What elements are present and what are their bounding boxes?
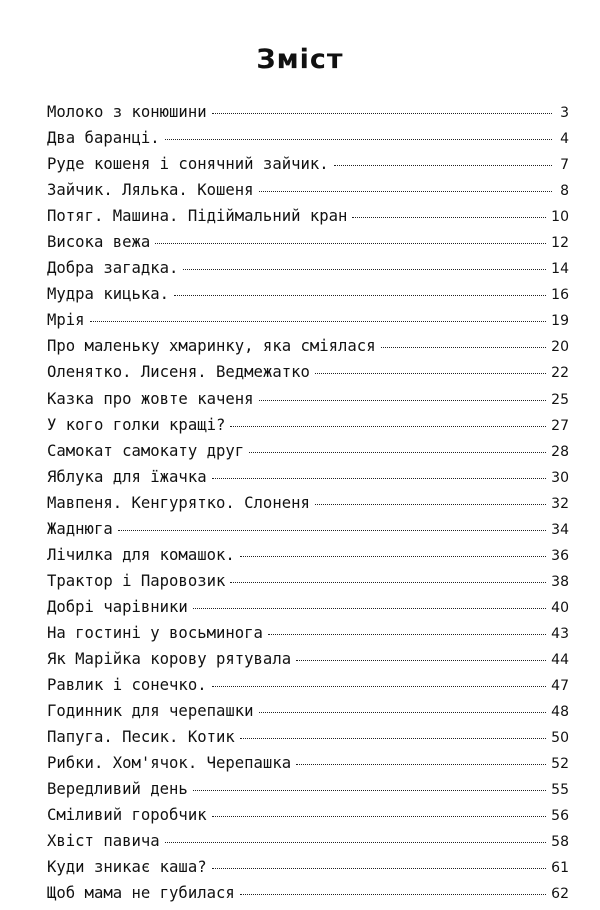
toc-entry-page-number: 36 bbox=[551, 547, 569, 564]
dot-leader bbox=[259, 400, 547, 401]
toc-entry-title: Жаднюга bbox=[47, 519, 113, 538]
dot-leader bbox=[240, 738, 546, 739]
toc-entry-page-number: 7 bbox=[560, 157, 569, 174]
toc-entry bbox=[47, 337, 569, 363]
toc-entry-page-number: 44 bbox=[551, 651, 569, 668]
toc-entry-title: У кого голки кращі? bbox=[47, 415, 226, 434]
toc-entry bbox=[47, 494, 569, 520]
toc-entry-title: Годинник для черепашки bbox=[47, 702, 254, 721]
dot-leader bbox=[381, 347, 547, 348]
toc-entry-title: Мудра кицька. bbox=[47, 285, 170, 304]
dot-leader bbox=[315, 504, 546, 505]
toc-entry bbox=[47, 884, 569, 910]
toc-entry-title: Мрія bbox=[47, 311, 85, 330]
dot-leader bbox=[240, 556, 546, 557]
toc-entry bbox=[47, 207, 569, 233]
toc-entry-title: Молоко з конюшини bbox=[47, 103, 207, 121]
toc-entry bbox=[47, 233, 569, 259]
toc-entry bbox=[47, 572, 569, 598]
dot-leader bbox=[118, 530, 546, 531]
toc-entry-title: Рибки. Хом'ячок. Черепашка bbox=[47, 754, 292, 773]
toc-entry-title: Трактор і Паровозик bbox=[47, 571, 226, 590]
toc-entry bbox=[47, 468, 569, 494]
dot-leader bbox=[259, 191, 552, 192]
toc-entry bbox=[47, 311, 569, 337]
toc-entry-title: Мавпеня. Кенгурятко. Слоненя bbox=[47, 493, 310, 512]
toc-entry-page-number: 28 bbox=[551, 443, 569, 460]
toc-entry-page-number: 38 bbox=[551, 573, 569, 590]
toc-entry-title: Добра загадка. bbox=[47, 259, 179, 278]
toc-entry-title: Руде кошеня і сонячний зайчик. bbox=[47, 155, 329, 174]
toc-entry-page-number: 56 bbox=[551, 808, 569, 825]
toc-entry-title: Оленятко. Лисеня. Ведмежатко bbox=[47, 363, 310, 382]
dot-leader bbox=[165, 139, 552, 140]
dot-leader bbox=[193, 790, 546, 791]
toc-entry-page-number: 3 bbox=[560, 105, 569, 121]
toc-entry-title: На гостині у восьминога bbox=[47, 623, 263, 642]
dot-leader bbox=[90, 321, 547, 322]
toc-entry-page-number: 12 bbox=[551, 235, 569, 252]
toc-entry-title: Висока вежа bbox=[47, 233, 151, 252]
toc-entry-title: Два баранці. bbox=[47, 129, 160, 148]
dot-leader bbox=[212, 868, 547, 869]
toc-entry bbox=[47, 181, 569, 207]
toc-entry bbox=[47, 598, 569, 624]
toc-entry-page-number: 10 bbox=[551, 209, 569, 226]
page-title: Зміст bbox=[256, 44, 344, 75]
toc-entry-title: Казка про жовте каченя bbox=[47, 389, 254, 408]
toc-entry-title: Самокат самокату друг bbox=[47, 441, 245, 460]
toc-entry-title: Папуга. Песик. Котик bbox=[47, 728, 235, 747]
toc-entry bbox=[47, 103, 569, 129]
toc-entry-page-number: 16 bbox=[551, 287, 569, 304]
toc-entry-page-number: 47 bbox=[551, 678, 569, 695]
toc-entry-page-number: 61 bbox=[551, 860, 569, 877]
dot-leader bbox=[155, 243, 546, 244]
dot-leader bbox=[230, 582, 546, 583]
dot-leader bbox=[334, 165, 552, 166]
toc-entry bbox=[47, 129, 569, 155]
dot-leader bbox=[165, 842, 547, 843]
dot-leader bbox=[212, 686, 547, 687]
toc-entry bbox=[47, 390, 569, 416]
dot-leader bbox=[174, 295, 546, 296]
toc-entry bbox=[47, 650, 569, 676]
toc-entry-title: Щоб мама не губилася bbox=[47, 884, 235, 903]
toc-entry-title: Хвіст павича bbox=[47, 832, 160, 851]
dot-leader bbox=[315, 373, 546, 374]
dot-leader bbox=[296, 660, 546, 661]
dot-leader bbox=[212, 816, 547, 817]
toc-entry bbox=[47, 259, 569, 285]
toc-entry-title: Як Марійка корову рятувала bbox=[47, 649, 292, 668]
toc-entry bbox=[47, 806, 569, 832]
toc-entry bbox=[47, 285, 569, 311]
toc-entry-page-number: 52 bbox=[551, 756, 569, 773]
toc-entry-page-number: 32 bbox=[551, 495, 569, 512]
dot-leader bbox=[230, 426, 546, 427]
dot-leader bbox=[240, 894, 546, 895]
toc-entry-page-number: 48 bbox=[551, 704, 569, 721]
dot-leader bbox=[268, 634, 546, 635]
toc-entry bbox=[47, 702, 569, 728]
toc-entry-page-number: 25 bbox=[551, 391, 569, 408]
toc-entry bbox=[47, 832, 569, 858]
toc-entry-title: Потяг. Машина. Підіймальний кран bbox=[47, 207, 348, 226]
toc-entry bbox=[47, 624, 569, 650]
toc-entry-page-number: 62 bbox=[551, 886, 569, 903]
toc-entry bbox=[47, 780, 569, 806]
toc-entry bbox=[47, 520, 569, 546]
toc-entry-title: Яблука для їжачка bbox=[47, 467, 207, 486]
toc-entry-title: Сміливий горобчик bbox=[47, 806, 207, 825]
toc-entry bbox=[47, 363, 569, 389]
toc-entry-page-number: 14 bbox=[551, 261, 569, 278]
toc-entry bbox=[47, 416, 569, 442]
dot-leader bbox=[296, 764, 546, 765]
toc-entry-page-number: 19 bbox=[551, 313, 569, 330]
toc-entry-page-number: 30 bbox=[551, 469, 569, 486]
toc-entry-title: Зайчик. Лялька. Кошеня bbox=[47, 181, 254, 200]
dot-leader bbox=[193, 608, 546, 609]
toc-entry-title: Про маленьку хмаринку, яка сміялася bbox=[47, 337, 376, 356]
dot-leader bbox=[259, 712, 547, 713]
toc-entry-page-number: 22 bbox=[551, 365, 569, 382]
toc-entry-page-number: 34 bbox=[551, 521, 569, 538]
dot-leader bbox=[249, 452, 546, 453]
table-of-contents bbox=[47, 103, 569, 910]
dot-leader bbox=[212, 478, 547, 479]
toc-entry bbox=[47, 858, 569, 884]
dot-leader bbox=[352, 217, 546, 218]
toc-entry bbox=[47, 728, 569, 754]
toc-entry-page-number: 20 bbox=[551, 339, 569, 356]
toc-entry-page-number: 43 bbox=[551, 625, 569, 642]
toc-entry-title: Добрі чарівники bbox=[47, 597, 188, 616]
dot-leader bbox=[212, 113, 552, 114]
toc-entry-page-number: 55 bbox=[551, 782, 569, 799]
toc-entry-page-number: 4 bbox=[560, 131, 569, 148]
toc-entry-title: Равлик і сонечко. bbox=[47, 676, 207, 695]
toc-entry bbox=[47, 754, 569, 780]
toc-entry-page-number: 8 bbox=[560, 183, 569, 200]
toc-entry-page-number: 58 bbox=[551, 834, 569, 851]
toc-entry-page-number: 27 bbox=[551, 417, 569, 434]
toc-entry bbox=[47, 676, 569, 702]
toc-entry-page-number: 40 bbox=[551, 599, 569, 616]
dot-leader bbox=[183, 269, 546, 270]
toc-entry-title: Вередливий день bbox=[47, 780, 188, 799]
toc-entry-title: Лічилка для комашок. bbox=[47, 545, 235, 564]
toc-entry bbox=[47, 155, 569, 181]
toc-entry bbox=[47, 546, 569, 572]
toc-entry bbox=[47, 442, 569, 468]
toc-entry-page-number: 50 bbox=[551, 730, 569, 747]
toc-entry-title: Куди зникає каша? bbox=[47, 858, 207, 877]
